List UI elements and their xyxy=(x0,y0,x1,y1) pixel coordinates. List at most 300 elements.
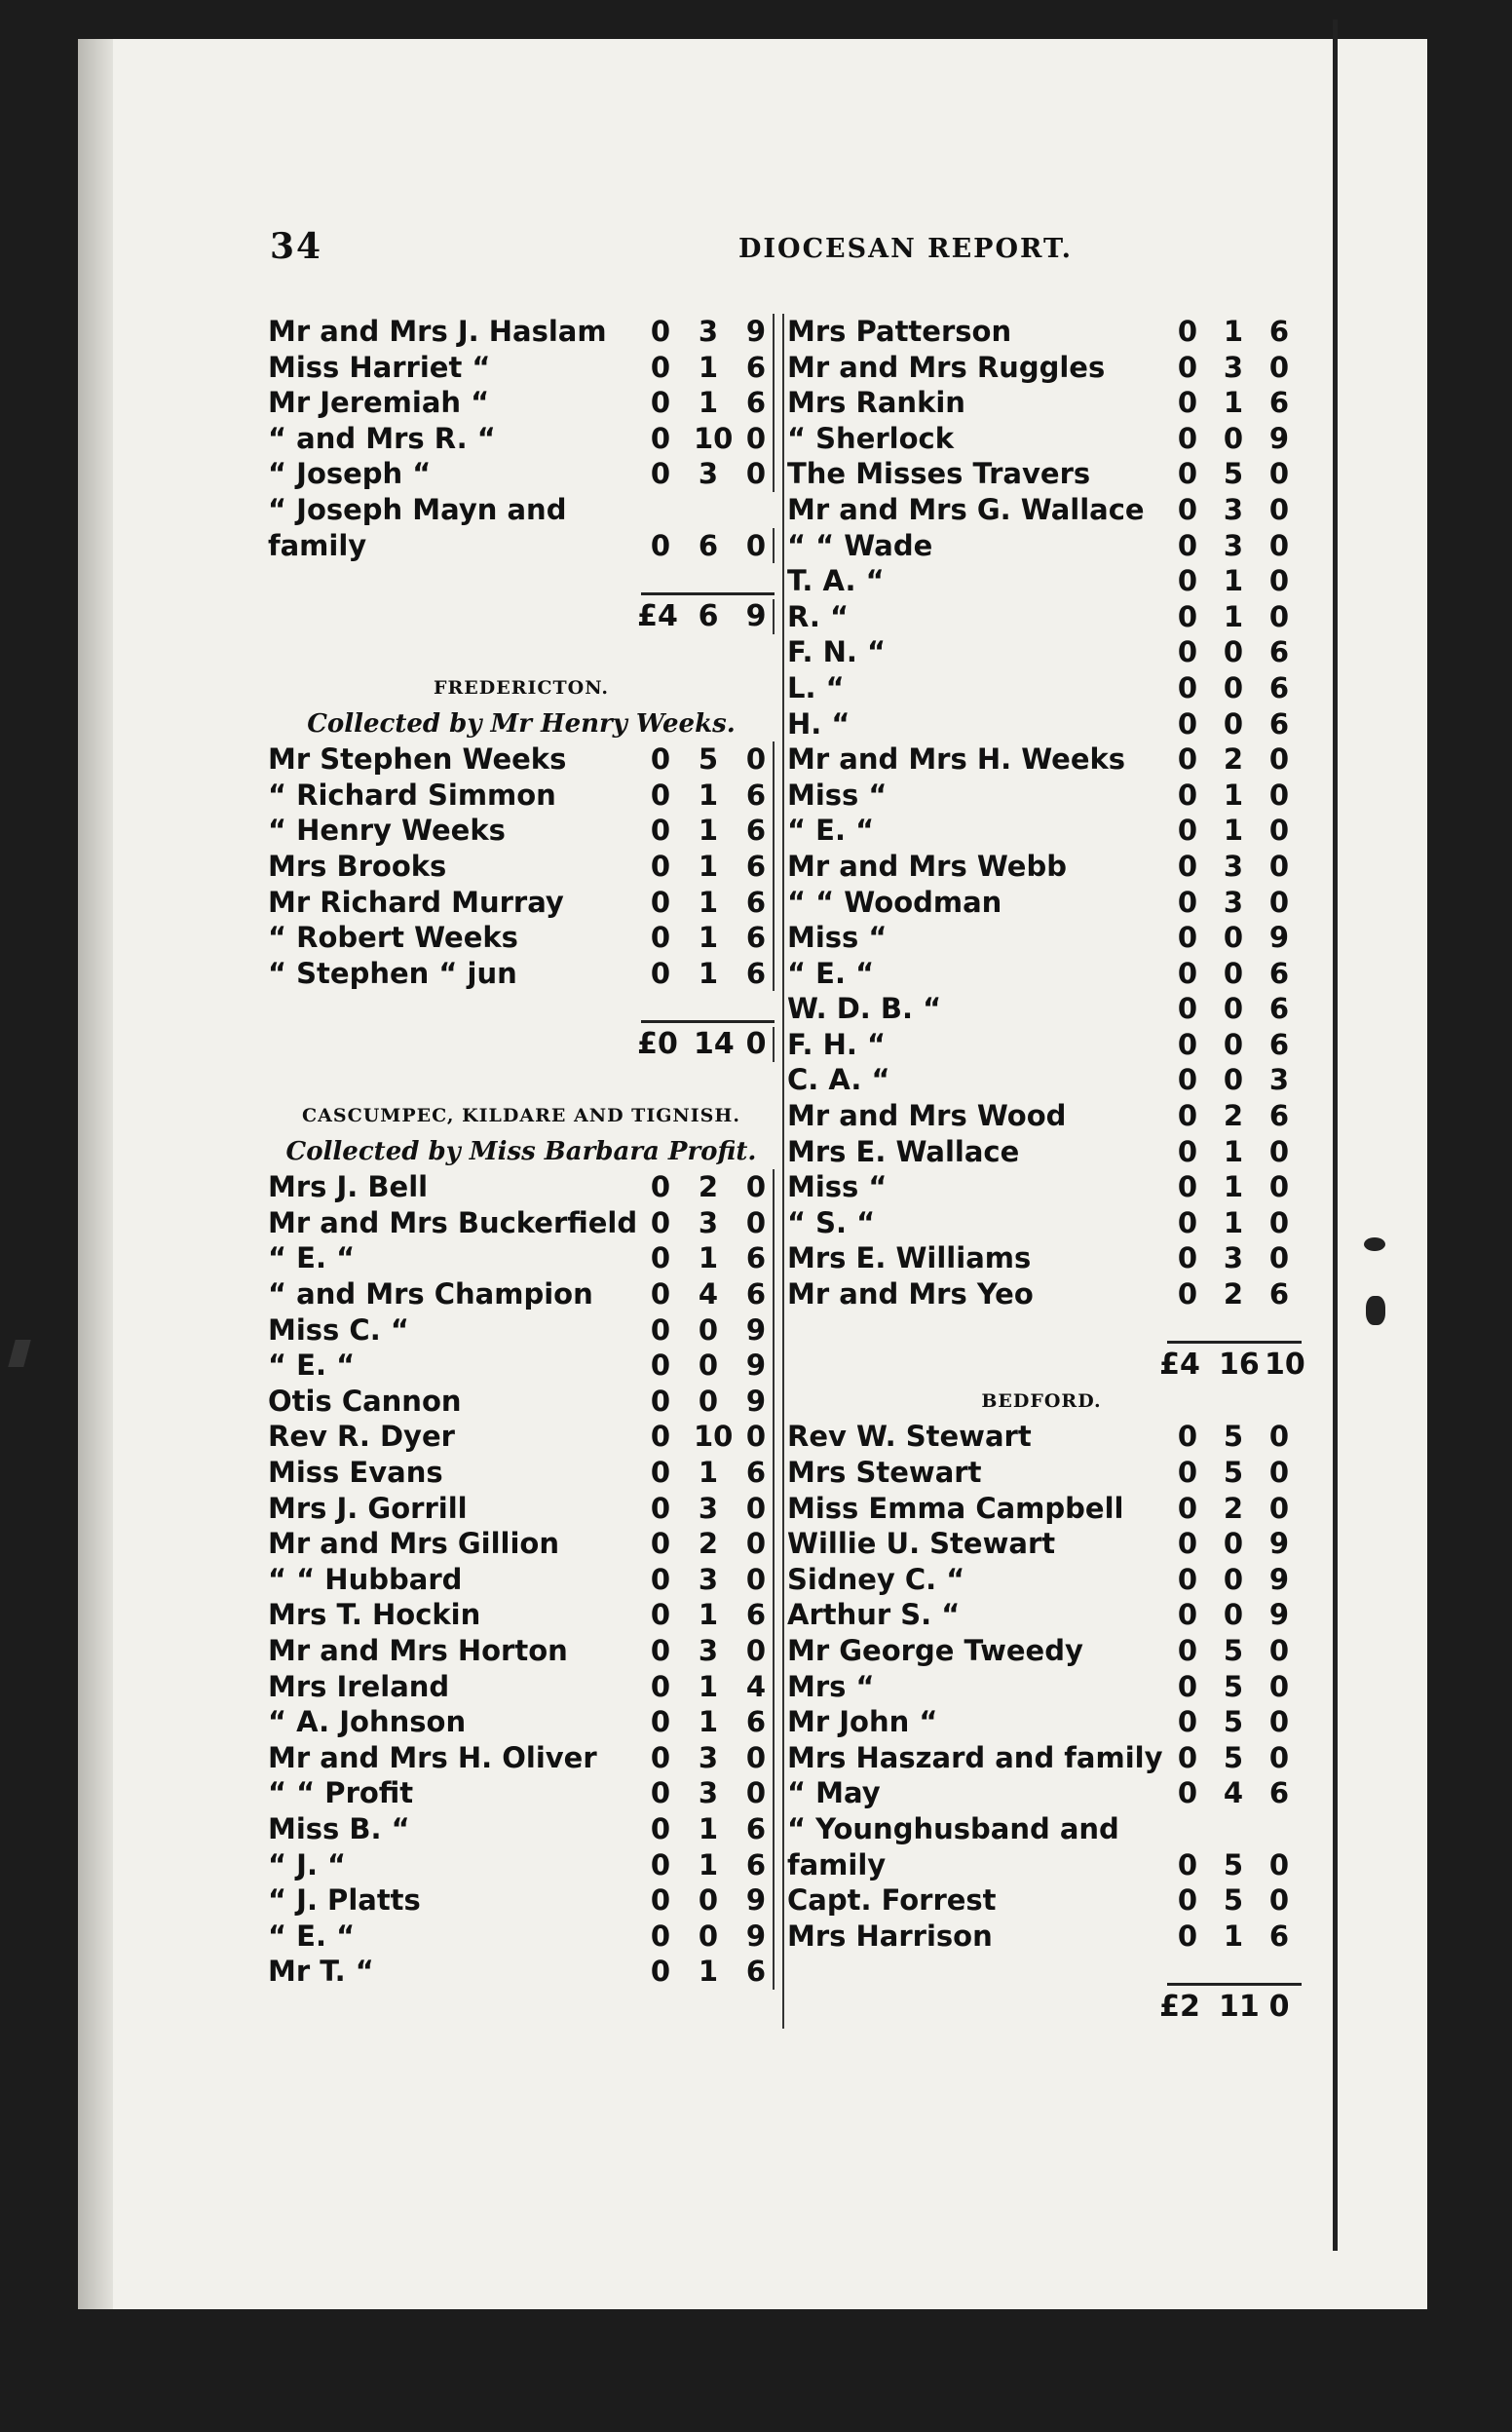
subscriber-name: H. “ xyxy=(787,706,850,741)
page-header xyxy=(190,226,1305,269)
ledger-entry xyxy=(268,1882,775,1919)
subscriber-name: family xyxy=(787,1847,887,1881)
ledger-entry xyxy=(787,1098,1296,1134)
subscriber-name: Mrs J. Bell xyxy=(268,1170,429,1204)
amount-pence: 0 xyxy=(1268,1134,1290,1168)
amount-pounds: 0 xyxy=(1177,1099,1198,1133)
amount-shillings: 1 xyxy=(1223,1205,1244,1239)
amount-pence: 0 xyxy=(1268,1456,1290,1489)
amount-pence: 6 xyxy=(1268,992,1290,1026)
amount-shillings: 0 xyxy=(698,1883,719,1918)
amount-shillings: 0 xyxy=(1223,1063,1244,1097)
amount-pounds: 0 xyxy=(650,1955,671,1989)
subscriber-name: Otis Cannon xyxy=(268,1384,462,1418)
amount-pounds: 0 xyxy=(650,1669,671,1703)
amount-pence: 6 xyxy=(1268,1099,1290,1133)
subscriber-name: Capt. Forrest xyxy=(787,1883,997,1918)
amount-pounds: 0 xyxy=(650,1633,671,1667)
ledger-entry xyxy=(787,956,1296,992)
amount-pounds: 0 xyxy=(1177,1491,1198,1525)
amount-pence: 0 xyxy=(1268,1491,1290,1525)
amount-pence: 9 xyxy=(741,1348,775,1384)
amount-pounds: 0 xyxy=(650,1562,671,1596)
amount-pence: 6 xyxy=(741,1276,775,1312)
amount-pounds: 0 xyxy=(650,1312,671,1347)
subscriber-name: Mrs Rankin xyxy=(787,386,965,420)
ledger-entry xyxy=(268,528,775,564)
amount-shillings: 3 xyxy=(698,1740,719,1774)
ledger-entry xyxy=(787,991,1296,1027)
amount-shillings: 5 xyxy=(1223,1669,1244,1703)
subscriber-name: Mr and Mrs G. Wallace xyxy=(787,492,1145,526)
subscriber-name: Mrs Haszard and family xyxy=(787,1740,1163,1774)
total-pounds: £4 xyxy=(637,598,678,633)
amount-pence: 0 xyxy=(1268,350,1290,384)
amount-shillings: 0 xyxy=(1223,635,1244,669)
amount-shillings: 3 xyxy=(1223,528,1244,562)
amount-shillings: 0 xyxy=(698,1349,719,1383)
amount-pounds: 0 xyxy=(1177,1705,1198,1739)
amount-pounds: 0 xyxy=(1177,1420,1198,1454)
ledger-entry xyxy=(787,421,1296,457)
amount-pence: 0 xyxy=(741,1633,775,1669)
amount-shillings: 5 xyxy=(1223,1420,1244,1454)
left-column xyxy=(268,314,775,1990)
total-shillings: 14 xyxy=(694,1026,735,1061)
ledger-entry xyxy=(268,456,775,492)
subscriber-name: Mr and Mrs Wood xyxy=(787,1099,1067,1133)
amount-pence: 0 xyxy=(741,741,775,778)
amount-pounds: 0 xyxy=(650,1705,671,1739)
amount-shillings: 3 xyxy=(698,1562,719,1596)
subscriber-name: Mr and Mrs J. Haslam xyxy=(268,315,607,348)
subscriber-name: “ S. “ xyxy=(787,1205,876,1239)
ledger-entry xyxy=(787,1062,1296,1098)
amount-shillings: 0 xyxy=(1223,956,1244,990)
amount-pounds: 0 xyxy=(1177,1883,1198,1918)
subscriber-name: Mr George Tweedy xyxy=(787,1633,1083,1667)
ledger-entry xyxy=(787,314,1296,350)
amount-shillings: 1 xyxy=(698,778,719,812)
amount-pounds: 0 xyxy=(650,1205,671,1239)
total-pence: 0 xyxy=(1268,1989,1290,2024)
sum-rule xyxy=(268,563,775,599)
subscriber-name: “ E. “ xyxy=(268,1241,356,1275)
amount-shillings: 1 xyxy=(698,814,719,848)
amount-pence: 6 xyxy=(1268,1776,1290,1810)
ledger-entry xyxy=(268,1775,775,1811)
amount-pence: 0 xyxy=(1268,1170,1290,1204)
amount-pounds: 0 xyxy=(1177,956,1198,990)
page-edge-rule xyxy=(1333,19,1338,2251)
page-number: 34 xyxy=(270,226,323,267)
amount-pounds: 0 xyxy=(650,1740,671,1774)
subscriber-name: “ “ Woodman xyxy=(787,885,1002,919)
amount-pence: 6 xyxy=(1268,670,1290,704)
amount-pence: 0 xyxy=(1268,492,1290,526)
subscriber-name: C. A. “ xyxy=(787,1063,890,1097)
amount-shillings: 6 xyxy=(698,528,719,562)
subscriber-name: Mrs J. Gorrill xyxy=(268,1491,468,1525)
subtotal-row xyxy=(787,1990,1296,2026)
subscriber-name: Mr and Mrs Ruggles xyxy=(787,350,1106,384)
amount-pounds: 0 xyxy=(650,457,671,491)
amount-pounds: 0 xyxy=(1177,528,1198,562)
subscriber-name: W. D. B. “ xyxy=(787,992,942,1026)
amount-pounds: 0 xyxy=(1177,742,1198,777)
amount-shillings: 4 xyxy=(698,1277,719,1311)
subscriber-name: T. A. “ xyxy=(787,564,885,598)
amount-shillings: 5 xyxy=(1223,1633,1244,1667)
ledger-entry xyxy=(787,1597,1296,1633)
amount-pounds: 0 xyxy=(650,1349,671,1383)
ledger-entry xyxy=(787,1740,1296,1776)
list-1 xyxy=(268,314,775,563)
amount-pence: 6 xyxy=(741,1240,775,1276)
subscriber-name: Mrs Stewart xyxy=(787,1456,982,1489)
amount-pounds: 0 xyxy=(650,1456,671,1489)
amount-pence: 0 xyxy=(1268,1705,1290,1739)
amount-pence: 0 xyxy=(1268,1669,1290,1703)
amount-shillings: 3 xyxy=(698,315,719,348)
amount-shillings: 1 xyxy=(1223,564,1244,598)
amount-pounds: 0 xyxy=(650,849,671,883)
subscriber-name: Mrs Ireland xyxy=(268,1669,450,1703)
amount-shillings: 0 xyxy=(1223,421,1244,455)
list-2 xyxy=(268,741,775,991)
amount-pounds: 0 xyxy=(650,885,671,919)
amount-pounds: 0 xyxy=(650,350,671,384)
list-3 xyxy=(268,1169,775,1990)
amount-pence: 6 xyxy=(741,350,775,386)
ledger-entry xyxy=(268,350,775,386)
amount-pence: 0 xyxy=(1268,599,1290,633)
ledger-entry xyxy=(787,1562,1296,1598)
amount-pounds: 0 xyxy=(1177,492,1198,526)
amount-pounds: 0 xyxy=(1177,1527,1198,1561)
amount-pounds: 0 xyxy=(650,1847,671,1881)
ledger-entry xyxy=(787,1526,1296,1562)
amount-pence: 0 xyxy=(1268,814,1290,848)
amount-shillings: 2 xyxy=(1223,1277,1244,1311)
amount-pence: 0 xyxy=(741,1419,775,1455)
amount-shillings: 0 xyxy=(698,1384,719,1418)
amount-pounds: 0 xyxy=(1177,1134,1198,1168)
amount-shillings: 1 xyxy=(698,1705,719,1739)
amount-shillings: 3 xyxy=(698,1205,719,1239)
ledger-entry xyxy=(787,741,1296,778)
list-2 xyxy=(787,1419,1296,1954)
amount-shillings: 3 xyxy=(1223,885,1244,919)
amount-pounds: 0 xyxy=(1177,1776,1198,1810)
amount-pounds: 0 xyxy=(650,1883,671,1918)
amount-pence: 9 xyxy=(741,314,775,350)
subscriber-name: Mrs Patterson xyxy=(787,315,1012,348)
amount-shillings: 1 xyxy=(698,849,719,883)
ledger-entry xyxy=(268,1954,775,1990)
amount-shillings: 4 xyxy=(1223,1776,1244,1810)
amount-pounds: 0 xyxy=(1177,1740,1198,1774)
amount-shillings: 1 xyxy=(698,885,719,919)
amount-pence: 6 xyxy=(1268,706,1290,741)
subscriber-name: “ Richard Simmon xyxy=(268,778,556,812)
amount-pence: 0 xyxy=(1268,1847,1290,1881)
subscriber-name: “ E. “ xyxy=(787,956,875,990)
ledger-entry xyxy=(787,1455,1296,1491)
amount-pence: 6 xyxy=(741,385,775,421)
ledger-entry xyxy=(268,849,775,885)
amount-shillings: 1 xyxy=(1223,1919,1244,1953)
amount-pence: 0 xyxy=(1268,564,1290,598)
amount-pounds: 0 xyxy=(1177,1562,1198,1596)
subscriber-name: Mr and Mrs H. Weeks xyxy=(787,742,1126,777)
subscriber-name: Mr Richard Murray xyxy=(268,885,564,919)
subscriber-name: Mrs E. Williams xyxy=(787,1241,1032,1275)
amount-pounds: 0 xyxy=(1177,778,1198,812)
ledger-entry xyxy=(787,885,1296,921)
subscriber-name: “ Joseph Mayn and xyxy=(268,492,567,526)
ledger-entry xyxy=(787,849,1296,885)
amount-shillings: 0 xyxy=(1223,1027,1244,1061)
ledger-entry xyxy=(268,1597,775,1633)
ledger-entry xyxy=(787,1027,1296,1063)
amount-pence: 6 xyxy=(741,1847,775,1883)
amount-shillings: 5 xyxy=(1223,1847,1244,1881)
amount-pence: 9 xyxy=(1268,921,1290,955)
subscriber-name: Mrs T. Hockin xyxy=(268,1598,481,1632)
ledger-entry xyxy=(268,778,775,814)
total-pounds: £4 xyxy=(1159,1348,1200,1383)
ink-mark xyxy=(8,1340,31,1367)
amount-pounds: 0 xyxy=(650,1598,671,1632)
amount-pence: 0 xyxy=(1268,778,1290,812)
amount-pounds: 0 xyxy=(1177,992,1198,1026)
ledger-entry xyxy=(787,778,1296,814)
amount-pounds: 0 xyxy=(1177,1241,1198,1275)
subscriber-name: Mrs Harrison xyxy=(787,1919,993,1953)
ledger-entry xyxy=(787,1169,1296,1205)
ledger-entry xyxy=(787,706,1296,742)
amount-pounds: 0 xyxy=(650,1811,671,1845)
amount-pounds: 0 xyxy=(650,814,671,848)
amount-shillings: 1 xyxy=(698,1241,719,1275)
amount-pounds: 0 xyxy=(1177,921,1198,955)
amount-pence: 0 xyxy=(741,1526,775,1562)
ledger-entry xyxy=(787,634,1296,670)
subscriber-name: Miss Emma Campbell xyxy=(787,1491,1124,1525)
amount-pounds: 0 xyxy=(650,1491,671,1525)
subscriber-name: Miss B. “ xyxy=(268,1811,410,1845)
amount-pence: 0 xyxy=(741,1740,775,1776)
subscriber-name: “ “ Hubbard xyxy=(268,1562,463,1596)
amount-pounds: 0 xyxy=(650,1776,671,1810)
amount-pence: 9 xyxy=(741,1312,775,1349)
amount-shillings: 5 xyxy=(1223,457,1244,491)
amount-pounds: 0 xyxy=(1177,885,1198,919)
ink-blot xyxy=(1364,1237,1385,1251)
amount-pounds: 0 xyxy=(650,1527,671,1561)
amount-pence: 0 xyxy=(1268,1205,1290,1239)
amount-pence: 6 xyxy=(1268,1027,1290,1061)
ledger-entry xyxy=(268,1669,775,1705)
amount-pounds: 0 xyxy=(1177,814,1198,848)
section-heading: BEDFORD. xyxy=(981,1389,1102,1412)
ledger-entry xyxy=(268,1169,775,1205)
amount-shillings: 1 xyxy=(1223,599,1244,633)
ledger-entry xyxy=(787,1811,1296,1847)
amount-shillings: 3 xyxy=(698,1776,719,1810)
subscriber-name: Miss C. “ xyxy=(268,1312,409,1347)
ledger-entry xyxy=(787,813,1296,849)
amount-shillings: 5 xyxy=(1223,1456,1244,1489)
amount-shillings: 5 xyxy=(1223,1705,1244,1739)
amount-shillings: 1 xyxy=(698,386,719,420)
amount-pence: 6 xyxy=(741,1811,775,1847)
ledger-entry xyxy=(268,741,775,778)
ledger-entry xyxy=(268,1276,775,1312)
subscriber-name: “ and Mrs Champion xyxy=(268,1277,593,1311)
subscriber-name: R. “ xyxy=(787,599,850,633)
amount-pence: 6 xyxy=(1268,635,1290,669)
ledger-entry xyxy=(268,1455,775,1491)
amount-shillings: 1 xyxy=(698,1456,719,1489)
ledger-entry xyxy=(787,563,1296,599)
sum-rule xyxy=(268,991,775,1027)
list-1 xyxy=(787,314,1296,1312)
subscriber-name: Mr T. “ xyxy=(268,1955,374,1989)
ledger-entry xyxy=(268,314,775,350)
amount-shillings: 2 xyxy=(1223,742,1244,777)
ledger-entry xyxy=(268,885,775,921)
section-heading: FREDERICTON. xyxy=(434,676,609,699)
amount-pence: 6 xyxy=(741,813,775,849)
amount-pounds: 0 xyxy=(1177,350,1198,384)
subscriber-name: F. N. “ xyxy=(787,635,887,669)
ledger-entry xyxy=(268,1704,775,1740)
amount-pounds: 0 xyxy=(650,315,671,348)
amount-pounds: 0 xyxy=(1177,564,1198,598)
subscriber-name: Miss Evans xyxy=(268,1456,443,1489)
subscriber-name: The Misses Travers xyxy=(787,457,1091,491)
total-pence: 0 xyxy=(741,1027,775,1063)
amount-pounds: 0 xyxy=(1177,1919,1198,1953)
amount-pence: 6 xyxy=(1268,1919,1290,1953)
ledger-entry xyxy=(268,1348,775,1384)
amount-pence: 0 xyxy=(741,1562,775,1598)
amount-pounds: 0 xyxy=(1177,849,1198,883)
amount-shillings: 0 xyxy=(698,1919,719,1953)
amount-shillings: 2 xyxy=(698,1170,719,1204)
ledger-entry xyxy=(787,1419,1296,1455)
amount-shillings: 1 xyxy=(1223,1134,1244,1168)
subscriber-name: Mr and Mrs H. Oliver xyxy=(268,1740,597,1774)
amount-shillings: 1 xyxy=(1223,1170,1244,1204)
amount-shillings: 3 xyxy=(698,1633,719,1667)
amount-pence: 0 xyxy=(741,1775,775,1811)
amount-pounds: 0 xyxy=(650,956,671,990)
amount-pounds: 0 xyxy=(1177,421,1198,455)
subscriber-name: F. H. “ xyxy=(787,1027,887,1061)
subscriber-name: Rev R. Dyer xyxy=(268,1420,455,1454)
amount-pence: 9 xyxy=(1268,1527,1290,1561)
amount-shillings: 1 xyxy=(1223,778,1244,812)
subscriber-name: “ Sherlock xyxy=(787,421,954,455)
amount-shillings: 1 xyxy=(698,1669,719,1703)
amount-pence: 0 xyxy=(1268,885,1290,919)
subscriber-name: Miss “ xyxy=(787,778,888,812)
amount-pounds: 0 xyxy=(650,1241,671,1275)
subscriber-name: “ Joseph “ xyxy=(268,457,432,491)
ledger-entry xyxy=(787,385,1296,421)
ledger-entry xyxy=(268,1919,775,1955)
amount-pence: 6 xyxy=(741,1954,775,1990)
subtotal-row xyxy=(268,1027,775,1063)
amount-pence: 9 xyxy=(1268,1598,1290,1632)
amount-pence: 6 xyxy=(741,778,775,814)
amount-pence: 9 xyxy=(741,1919,775,1955)
amount-pence: 0 xyxy=(741,456,775,492)
amount-pence: 6 xyxy=(741,1704,775,1740)
amount-shillings: 1 xyxy=(1223,386,1244,420)
ledger-entry xyxy=(268,385,775,421)
amount-pence: 6 xyxy=(741,1597,775,1633)
total-pence: 9 xyxy=(741,599,775,635)
amount-pence: 0 xyxy=(1268,528,1290,562)
ledger-entry xyxy=(787,1704,1296,1740)
amount-pounds: 0 xyxy=(650,1277,671,1311)
amount-pounds: 0 xyxy=(1177,1205,1198,1239)
amount-pence: 6 xyxy=(1268,1277,1290,1311)
total-pounds: £0 xyxy=(637,1026,678,1061)
ledger-entry xyxy=(268,1205,775,1241)
amount-shillings: 1 xyxy=(698,1598,719,1632)
subscriber-name: “ E. “ xyxy=(268,1919,356,1953)
ledger-entry xyxy=(268,1526,775,1562)
amount-pounds: 0 xyxy=(1177,1669,1198,1703)
amount-pence: 0 xyxy=(1268,849,1290,883)
amount-shillings: 1 xyxy=(698,921,719,955)
ledger-entry xyxy=(787,1240,1296,1276)
amount-shillings: 3 xyxy=(1223,350,1244,384)
amount-shillings: 5 xyxy=(1223,1883,1244,1918)
total-shillings: 16 xyxy=(1219,1348,1260,1383)
amount-shillings: 3 xyxy=(698,457,719,491)
subscriber-name: “ May xyxy=(787,1776,881,1810)
ledger-entry xyxy=(268,1847,775,1883)
amount-shillings: 0 xyxy=(1223,992,1244,1026)
sum-rule xyxy=(787,1954,1296,1990)
amount-pounds: 0 xyxy=(1177,670,1198,704)
ledger-entry xyxy=(787,492,1296,528)
amount-pence: 0 xyxy=(1268,457,1290,491)
amount-pence: 9 xyxy=(1268,1562,1290,1596)
amount-pence: 0 xyxy=(741,1169,775,1205)
amount-pounds: 0 xyxy=(1177,1598,1198,1632)
amount-pounds: 0 xyxy=(650,386,671,420)
amount-pounds: 0 xyxy=(650,1170,671,1204)
subtotal-row xyxy=(268,599,775,635)
ledger-entry xyxy=(268,1491,775,1527)
ledger-entry xyxy=(268,421,775,457)
amount-pounds: 0 xyxy=(1177,457,1198,491)
ledger-entry xyxy=(268,1240,775,1276)
subscriber-name: Mr Stephen Weeks xyxy=(268,742,567,777)
amount-shillings: 10 xyxy=(694,421,734,455)
ledger-entry xyxy=(787,1847,1296,1883)
ledger-entry xyxy=(268,1312,775,1349)
amount-shillings: 1 xyxy=(698,350,719,384)
amount-pounds: 0 xyxy=(650,742,671,777)
